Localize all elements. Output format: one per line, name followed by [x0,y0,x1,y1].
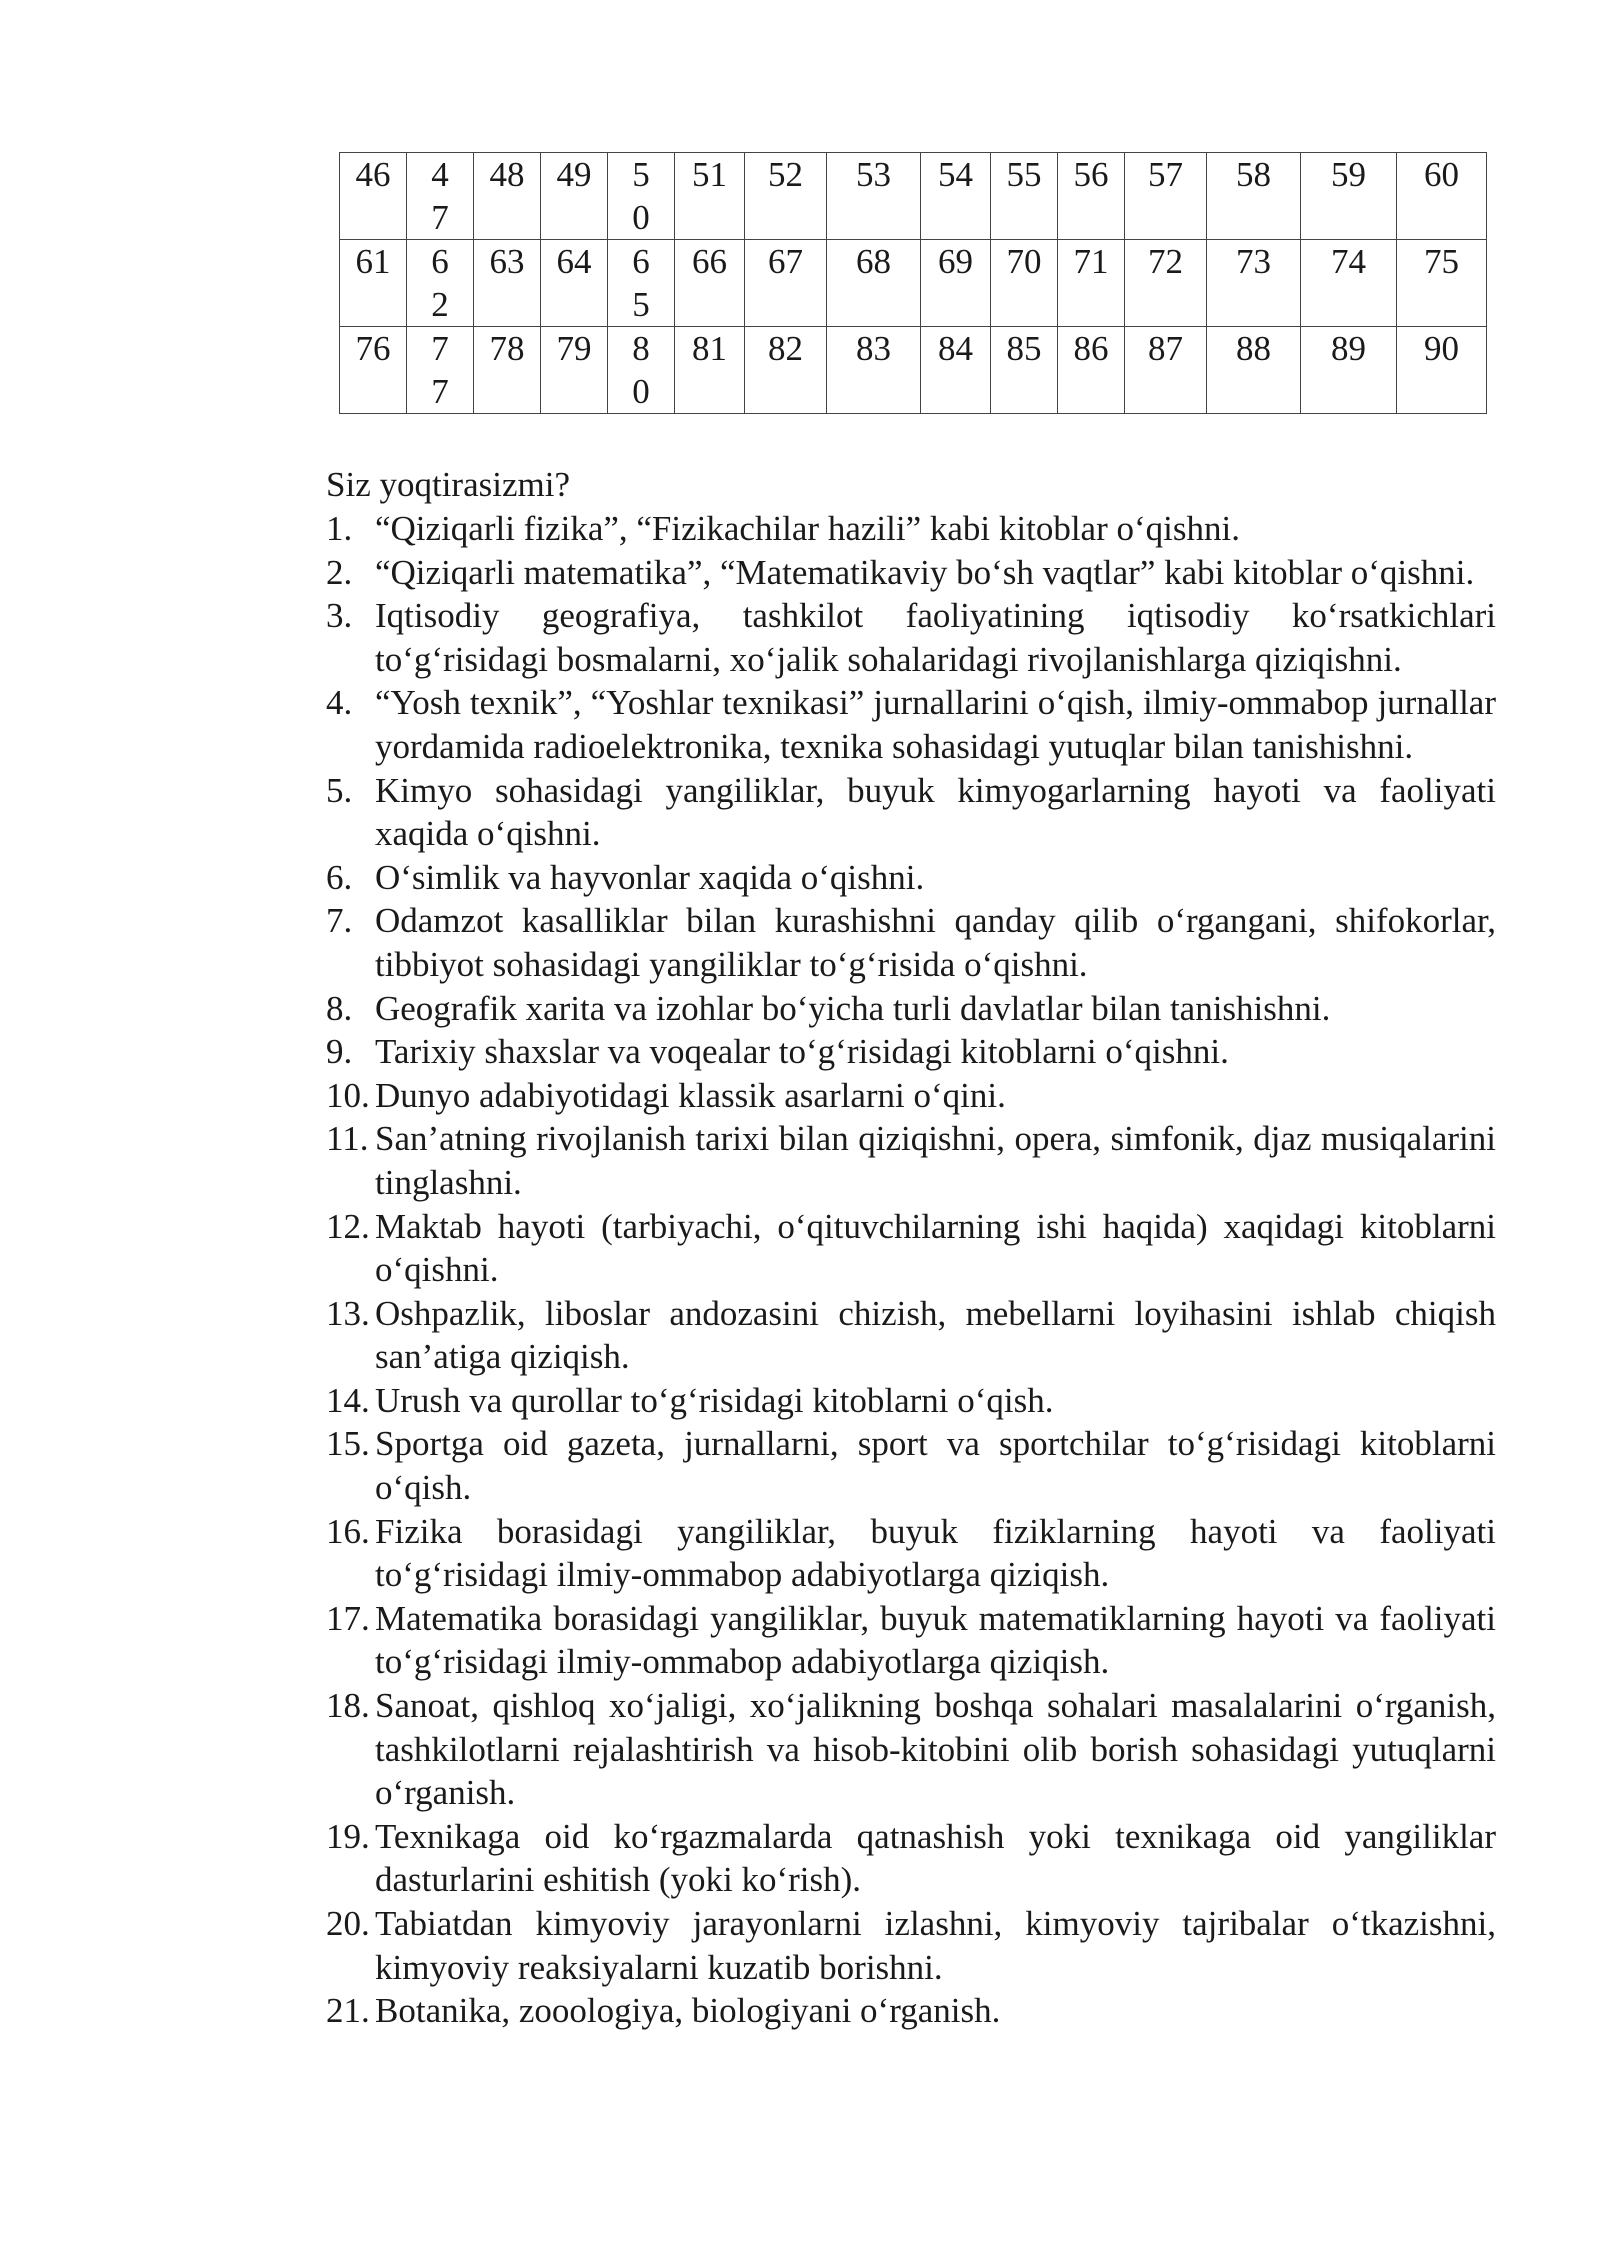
item-number: 10. [326,1075,370,1115]
table-cell [541,327,608,414]
item-number: 15. [326,1424,370,1464]
item-text: Dunyo adabiyotidagi klassik asarlarni o‘qini. [375,1075,1006,1115]
list-item [326,1989,1496,2033]
table-cell [1301,327,1397,414]
item-number: 21. [326,1991,370,2031]
table-cell [1207,153,1301,240]
table-row [340,153,1487,240]
section-heading: Siz yoqtirasizmi? [326,465,570,504]
table-cell [608,240,675,327]
table-cell [608,153,675,240]
item-text: Matematika borasidagi yangiliklar, buyuk matematiklarning hayoti va faoliyati to‘g‘risidagi ilmiy-ommabop adabiyotlarga qiziqish. [375,1598,1496,1682]
list-item [326,1074,1496,1118]
item-number: 1. [326,509,353,548]
table-cell [1125,327,1207,414]
item-number: 20. [326,1904,370,1943]
list-item [326,1902,1496,1989]
cell-value: 80 [632,329,650,411]
cell-value: 67 [768,242,803,281]
item-text: San’atning rivojlanish tarixi bilan qiziqishni, opera, simfonik, djaz musiqalarini tinglashni. [375,1119,1496,1202]
table-cell [675,327,745,414]
table-cell [827,153,921,240]
item-number: 17. [326,1598,370,1638]
table-cell [1397,240,1487,327]
cell-value: 79 [556,329,592,368]
cell-value: 72 [1148,242,1183,281]
table-cell [340,327,407,414]
list-item [326,899,1496,986]
table-cell [991,153,1058,240]
cell-value: 78 [489,329,525,368]
cell-value: 83 [856,329,891,368]
cell-value: 56 [1073,155,1109,194]
cell-value: 68 [856,242,891,281]
table-cell [1125,153,1207,240]
item-number: 6. [326,857,353,897]
table-cell [541,153,608,240]
cell-value: 81 [692,329,727,368]
item-text: Botanika, zooologiya, biologiyani o‘rganish. [375,1991,1001,2031]
table-cell [474,240,541,327]
cell-value: 85 [1006,329,1042,368]
table-cell [675,153,745,240]
cell-value: 86 [1073,329,1109,368]
list-item [326,681,1496,768]
list-item [326,1030,1496,1074]
table-cell [827,240,921,327]
table-cell [1207,240,1301,327]
cell-value: 90 [1424,329,1459,368]
table-cell [991,327,1058,414]
item-text: Geografik xarita va izohlar bo‘yicha turli davlatlar bilan tanishishni. [375,988,1331,1028]
cell-value: 69 [938,242,973,281]
cell-value: 89 [1331,329,1366,368]
list-item [326,594,1496,681]
item-number: 7. [326,901,353,941]
table-cell [1058,153,1125,240]
cell-value: 46 [355,155,391,194]
cell-value: 62 [431,242,449,324]
item-number: 14. [326,1380,370,1420]
table-cell [745,240,827,327]
item-text: Kimyo sohasidagi yangiliklar, buyuk kimyogarlarning hayoti va faoliyati xaqida o‘qishni. [375,770,1496,854]
item-text: Maktab hayoti (tarbiyachi, o‘qituvchilarning ishi haqida) xaqidagi kitoblarni o‘qishni. [375,1206,1496,1290]
number-table [339,152,1487,414]
list-item [326,1597,1496,1684]
item-text: Urush va qurollar to‘g‘risidagi kitoblarni o‘qish. [375,1380,1054,1420]
table-cell [921,240,991,327]
list-item [326,1117,1496,1204]
item-number: 5. [326,770,353,810]
cell-value: 71 [1073,242,1109,281]
table-cell [340,240,407,327]
item-text: Tabiatdan kimyoviy jarayonlarni izlashni, kimyoviy tajribalar o‘tkazishni, kimyoviy reaksiyalarni kuzatib borishni. [375,1904,1496,1987]
table-cell [991,240,1058,327]
item-number: 16. [326,1511,370,1551]
table-cell [407,153,474,240]
cell-value: 65 [632,242,650,324]
cell-value: 74 [1331,242,1366,281]
cell-value: 73 [1236,242,1271,281]
table-cell [1058,327,1125,414]
cell-value: 75 [1424,242,1459,281]
list-item [326,856,1496,900]
cell-value: 64 [556,242,592,281]
item-number: 9. [326,1032,353,1072]
item-text: Fizika borasidagi yangiliklar, buyuk fiziklarning hayoti va faoliyati to‘g‘risidagi ilmiy-ommabop adabiyotlarga qiziqish. [375,1511,1496,1595]
item-number: 11. [326,1119,369,1159]
list-item [326,1422,1496,1509]
cell-value: 59 [1331,155,1366,194]
table-cell [474,153,541,240]
table-row [340,240,1487,327]
cell-value: 50 [632,155,650,237]
item-text: Iqtisodiy geografiya, tashkilot faoliyatining iqtisodiy ko‘rsatkichlari to‘g‘risidagi bosmalarni, xo‘jalik sohalaridagi rivojlanishlarga qiziqishni. [375,596,1496,679]
cell-value: 84 [938,329,973,368]
cell-value: 54 [938,155,973,194]
table-cell [407,327,474,414]
item-number: 12. [326,1206,370,1246]
item-text: Texnikaga oid ko‘rgazmalarda qatnashish yoki texnikaga oid yangiliklar dasturlarini eshitish (yoki ko‘rish). [375,1816,1496,1900]
item-number: 18. [326,1686,370,1726]
item-text: “Qiziqarli fizika”, “Fizikachilar hazili” kabi kitoblar o‘qishni. [375,509,1240,548]
cell-value: 66 [692,242,727,281]
list-item [326,1510,1496,1597]
item-number: 3. [326,596,353,636]
list-item [326,551,1496,595]
table-cell [921,327,991,414]
cell-value: 60 [1424,155,1459,194]
cell-value: 61 [355,242,391,281]
table-cell [1058,240,1125,327]
table-cell [541,240,608,327]
list-item [326,1379,1496,1423]
table-cell [675,240,745,327]
list-item [326,1684,1496,1815]
cell-value: 51 [692,155,727,194]
item-text: Oshpazlik, liboslar andozasini chizish, mebellarni loyihasini ishlab chiqish san’atiga qiziqish. [375,1293,1496,1377]
item-text: Sportga oid gazeta, jurnallarni, sport va sportchilar to‘g‘risidagi kitoblarni o‘qish. [375,1424,1496,1508]
table-cell [474,327,541,414]
cell-value: 82 [768,329,803,368]
table-cell [745,327,827,414]
cell-value: 63 [489,242,525,281]
item-number: 19. [326,1816,370,1856]
table-cell [1125,240,1207,327]
item-number: 13. [326,1293,370,1333]
item-text: O‘simlik va hayvonlar xaqida o‘qishni. [375,857,925,897]
table-cell [1301,153,1397,240]
item-text: Odamzot kasalliklar bilan kurashishni qanday qilib o‘rgangani, shifokorlar, tibbiyot sohasidagi yangiliklar to‘g‘risida o‘qishni. [375,901,1496,984]
table-cell [1397,153,1487,240]
cell-value: 58 [1236,155,1271,194]
cell-value: 88 [1236,329,1271,368]
list-item [326,769,1496,856]
item-number: 4. [326,683,353,723]
item-number: 2. [326,552,353,592]
list-item [326,507,1496,551]
cell-value: 76 [355,329,391,368]
table-cell [1301,240,1397,327]
cell-value: 55 [1006,155,1042,194]
table-cell [407,240,474,327]
table-cell [1397,327,1487,414]
cell-value: 49 [556,155,592,194]
cell-value: 48 [489,155,525,194]
item-number: 8. [326,988,353,1028]
cell-value: 87 [1148,329,1183,368]
list-item [326,1205,1496,1292]
cell-value: 70 [1006,242,1042,281]
table-cell [827,327,921,414]
table-cell [745,153,827,240]
cell-value: 53 [856,155,891,194]
cell-value: 77 [431,329,449,411]
item-text: “Yosh texnik”, “Yoshlar texnikasi” jurnallarini o‘qish, ilmiy-ommabop jurnallar yordamida radioelektronika, texnika sohasidagi yutuqlar bilan tanishishni. [375,683,1496,766]
cell-value: 47 [431,155,449,237]
table-row [340,327,1487,414]
item-text: “Qiziqarli matematika”, “Matematikaviy bo‘sh vaqtlar” kabi kitoblar o‘qishni. [375,552,1475,592]
list-item [326,1815,1496,1902]
cell-value: 57 [1148,155,1183,194]
list-item [326,1292,1496,1379]
table-cell [1207,327,1301,414]
question-list [326,507,1496,2033]
cell-value: 52 [768,155,803,194]
item-text: Sanoat, qishloq xo‘jaligi, xo‘jalikning boshqa sohalari masalalarini o‘rganish, tashkilotlarni rejalashtirish va hisob-kitobini olib borish sohasidagi yutuqlarni o‘rganish. [375,1686,1496,1813]
table-cell [921,153,991,240]
item-text: Tarixiy shaxslar va voqealar to‘g‘risidagi kitoblarni o‘qishni. [375,1032,1229,1072]
table-cell [608,327,675,414]
table-cell [340,153,407,240]
list-item [326,987,1496,1031]
